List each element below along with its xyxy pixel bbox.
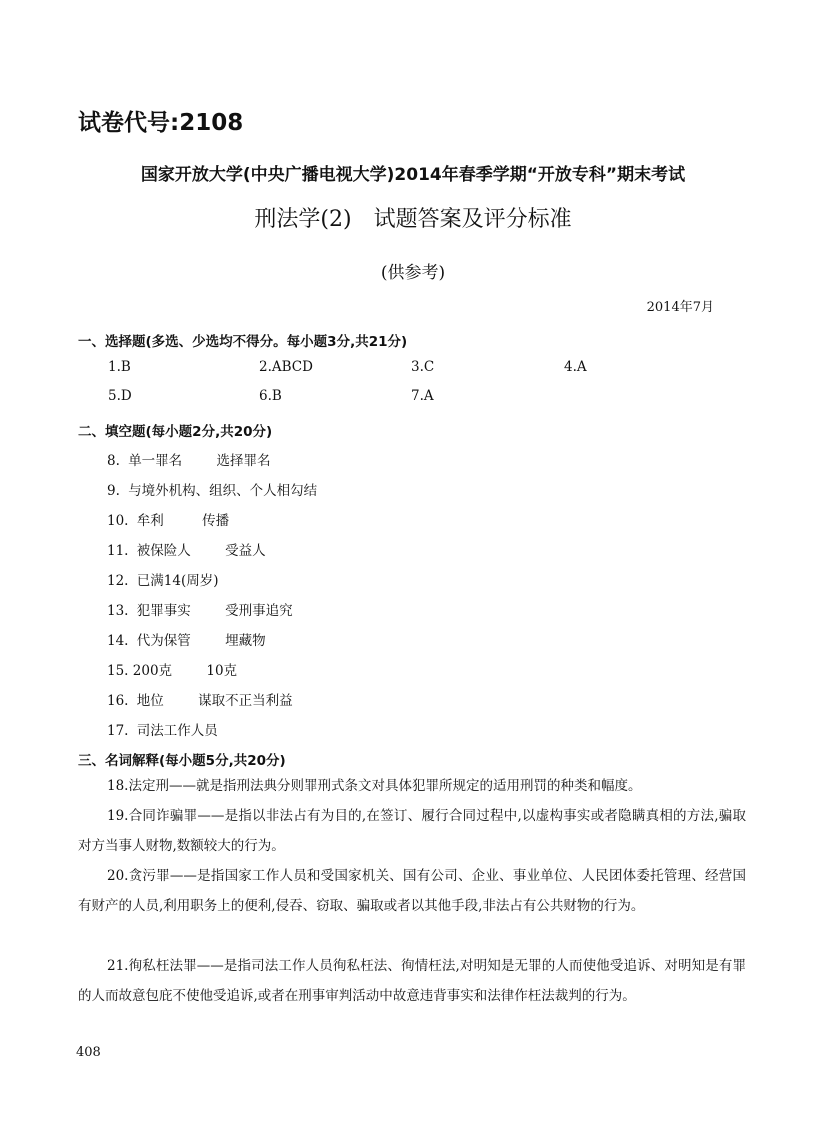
item-answer: 司法工作人员: [136, 723, 218, 739]
item-number: 14.: [107, 633, 129, 649]
fill-item: [107, 449, 270, 469]
item-answer: 单一罪名: [128, 453, 183, 469]
item-number: 8.: [107, 453, 120, 469]
answer-item: 6.B: [259, 388, 282, 404]
section-heading-terms: 三、名词解释(每小题5分,共20分): [78, 753, 286, 769]
term-definition: 18.法定刑——就是指刑法典分则罪刑式条文对具体犯罪所规定的适用刑罚的种类和幅度。: [107, 778, 642, 794]
item-answer: 与境外机构、组织、个人相勾结: [128, 483, 318, 499]
fill-item: [107, 629, 266, 649]
item-answer: 10克: [206, 663, 238, 679]
item-number: 17.: [107, 723, 129, 739]
item-answer: 被保险人: [136, 543, 191, 559]
section-heading-fill: 二、填空题(每小题2分,共20分): [78, 424, 273, 440]
item-number: 13.: [107, 603, 129, 619]
page-number: 408: [76, 1045, 101, 1060]
exam-title: 国家开放大学(中央广播电视大学)2014年春季学期“开放专科”期末考试: [140, 165, 686, 185]
item-answer: 埋藏物: [225, 633, 266, 649]
item-number: 10.: [107, 513, 129, 529]
item-answer: 受益人: [225, 543, 266, 559]
term-definition: 19.合同诈骗罪——是指以非法占有为目的,在签订、履行合同过程中,以虚构事实或者隐瞒真相的方法,骗取对方当事人财物,数额较大的行为。: [78, 808, 746, 854]
fill-item: [107, 539, 266, 559]
item-answer: 传播: [202, 513, 230, 529]
answer-item: 2.ABCD: [259, 359, 313, 375]
answer-item: 1.B: [108, 359, 131, 375]
item-answer: 代为保管: [136, 633, 191, 649]
item-answer: 地位: [136, 693, 164, 709]
item-number: 9.: [107, 483, 120, 499]
fill-item: [107, 599, 293, 619]
fill-item: [107, 569, 219, 589]
item-answer: 已满14(周岁): [136, 573, 219, 589]
item-number: 16.: [107, 693, 129, 709]
fill-item: [107, 689, 293, 709]
exam-date: 2014年7月: [646, 300, 714, 315]
term-definition: 20.贪污罪——是指国家工作人员和受国家机关、国有公司、企业、事业单位、人民团体委托管理、经营国有财产的人员,利用职务上的便利,侵吞、窃取、骗取或者以其他手段,非法占有公共财物的行为。: [78, 868, 746, 914]
subject-title: 刑法学(2) 试题答案及评分标准: [254, 207, 572, 232]
item-answer: 犯罪事实: [136, 603, 191, 619]
fill-item: [107, 659, 237, 679]
section-heading-choice: 一、选择题(多选、少选均不得分。每小题3分,共21分): [78, 334, 408, 350]
item-number: 11.: [107, 543, 129, 559]
item-answer: 200克: [132, 663, 173, 679]
answer-item: 3.C: [411, 359, 435, 375]
item-number: 15.: [107, 663, 129, 679]
answer-item: 7.A: [411, 388, 434, 404]
fill-item: [107, 719, 218, 739]
item-answer: 受刑事追究: [225, 603, 293, 619]
item-number: 12.: [107, 573, 129, 589]
reference-note: (供参考): [380, 263, 446, 283]
fill-item: [107, 479, 317, 499]
item-answer: 选择罪名: [216, 453, 271, 469]
fill-item: [107, 509, 229, 529]
term-definition: 21.徇私枉法罪——是指司法工作人员徇私枉法、徇情枉法,对明知是无罪的人而使他受追诉、对明知是有罪的人而故意包庇不使他受追诉,或者在刑事审判活动中故意违背事实和法律作枉法裁判的行为。: [78, 958, 746, 1004]
item-answer: 牟利: [136, 513, 164, 529]
item-answer: 谋取不正当利益: [198, 693, 293, 709]
answer-item: 5.D: [108, 388, 132, 404]
paper-code: 试卷代号:2108: [78, 110, 244, 136]
answer-item: 4.A: [564, 359, 587, 375]
